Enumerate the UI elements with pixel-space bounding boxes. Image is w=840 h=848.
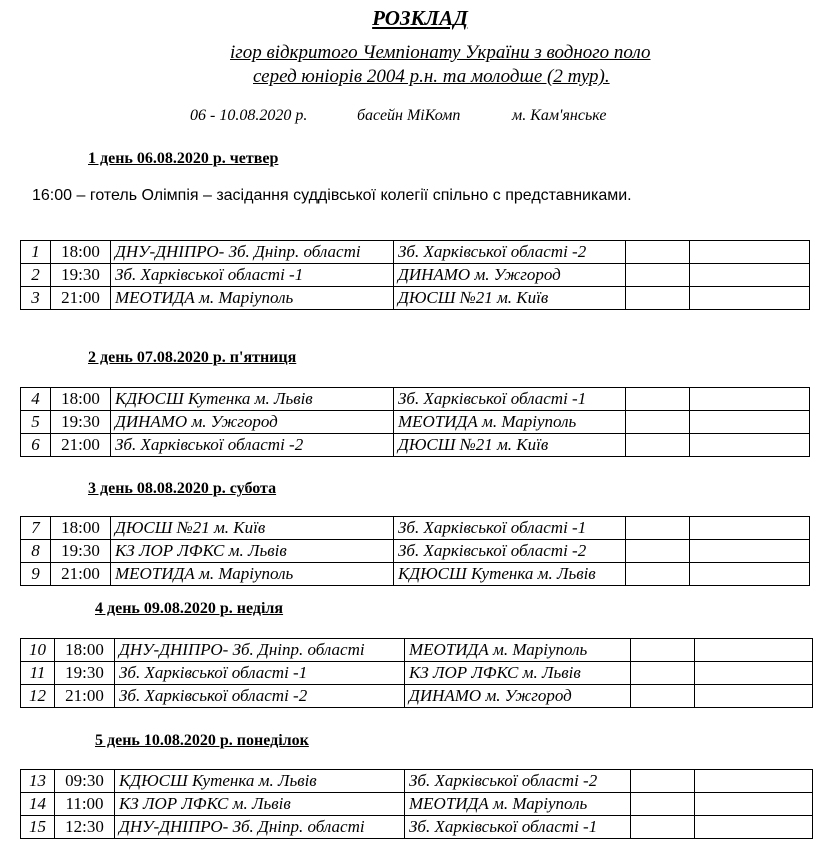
team-home: КЗ ЛОР ЛФКС м. Львів: [115, 793, 405, 816]
game-number: 5: [21, 411, 51, 434]
game-time: 21:00: [55, 685, 115, 708]
note-cell: [695, 639, 813, 662]
game-time: 18:00: [51, 241, 111, 264]
team-home: КЗ ЛОР ЛФКС м. Львів: [111, 540, 394, 563]
note-cell: [695, 662, 813, 685]
day-4-heading: 4 день 09.08.2020 р. неділя: [95, 600, 284, 617]
score-cell: [626, 434, 690, 457]
team-away: Зб. Харківської області -1: [405, 816, 631, 839]
day-1-note: 16:00 – готель Олімпія – засідання суддівської колегії спільно с представниками.: [32, 187, 632, 204]
game-number: 9: [21, 563, 51, 586]
table-row: [21, 563, 810, 586]
pool-label: басейн МіКомп: [357, 107, 461, 124]
game-number: 7: [21, 517, 51, 540]
day-4-schedule-table: [20, 638, 813, 708]
table-row: [21, 540, 810, 563]
team-home: Зб. Харківської області -2: [115, 685, 405, 708]
game-number: 13: [21, 770, 55, 793]
game-time: 19:30: [55, 662, 115, 685]
note-cell: [690, 264, 810, 287]
note-cell: [690, 517, 810, 540]
day-1-heading: 1 день 06.08.2020 р. четвер: [88, 150, 279, 167]
team-home: Зб. Харківської області -1: [111, 264, 394, 287]
table-row: [21, 411, 810, 434]
team-away: ДЮСШ №21 м. Київ: [394, 287, 626, 310]
table-row: [21, 662, 813, 685]
team-home: ДНУ-ДНІПРО- Зб. Дніпр. області: [115, 639, 405, 662]
team-home: ДНУ-ДНІПРО- Зб. Дніпр. області: [111, 241, 394, 264]
table-row: [21, 639, 813, 662]
team-away: МЕОТИДА м. Маріуполь: [405, 639, 631, 662]
game-time: 09:30: [55, 770, 115, 793]
team-away: Зб. Харківської області -2: [405, 770, 631, 793]
team-away: ДИНАМО м. Ужгород: [405, 685, 631, 708]
team-away: МЕОТИДА м. Маріуполь: [394, 411, 626, 434]
game-time: 19:30: [51, 540, 111, 563]
score-cell: [631, 770, 695, 793]
team-home: ДЮСШ №21 м. Київ: [111, 517, 394, 540]
score-cell: [631, 662, 695, 685]
team-away: ДИНАМО м. Ужгород: [394, 264, 626, 287]
day-1-schedule-table: [20, 240, 810, 310]
score-cell: [626, 517, 690, 540]
team-away: Зб. Харківської області -2: [394, 540, 626, 563]
game-number: 10: [21, 639, 55, 662]
score-cell: [631, 793, 695, 816]
game-number: 15: [21, 816, 55, 839]
note-cell: [695, 816, 813, 839]
score-cell: [626, 388, 690, 411]
dates-label: 06 - 10.08.2020 р.: [190, 107, 308, 124]
table-row: [21, 241, 810, 264]
table-row: [21, 264, 810, 287]
team-away: КЗ ЛОР ЛФКС м. Львів: [405, 662, 631, 685]
city-label: м. Кам'янське: [512, 107, 607, 124]
game-time: 21:00: [51, 434, 111, 457]
note-cell: [690, 388, 810, 411]
note-cell: [690, 434, 810, 457]
table-row: [21, 388, 810, 411]
day-2-heading: 2 день 07.08.2020 р. п'ятниця: [88, 349, 297, 366]
score-cell: [626, 264, 690, 287]
table-row: [21, 287, 810, 310]
table-row: [21, 517, 810, 540]
team-home: Зб. Харківської області -1: [115, 662, 405, 685]
game-time: 11:00: [55, 793, 115, 816]
game-number: 2: [21, 264, 51, 287]
day-2-schedule-table: [20, 387, 810, 457]
game-time: 21:00: [51, 287, 111, 310]
game-number: 6: [21, 434, 51, 457]
game-number: 11: [21, 662, 55, 685]
team-home: КДЮСШ Кутенка м. Львів: [111, 388, 394, 411]
table-row: [21, 434, 810, 457]
score-cell: [626, 563, 690, 586]
team-away: КДЮСШ Кутенка м. Львів: [394, 563, 626, 586]
team-home: Зб. Харківської області -2: [111, 434, 394, 457]
game-time: 21:00: [51, 563, 111, 586]
subtitle-line-1: ігор відкритого Чемпіонату України з водного поло: [230, 42, 651, 63]
team-home: ДНУ-ДНІПРО- Зб. Дніпр. області: [115, 816, 405, 839]
table-row: [21, 793, 813, 816]
game-number: 8: [21, 540, 51, 563]
day-5-schedule-table: [20, 769, 813, 839]
team-home: КДЮСШ Кутенка м. Львів: [115, 770, 405, 793]
table-row: [21, 816, 813, 839]
note-cell: [690, 287, 810, 310]
day-3-heading: 3 день 08.08.2020 р. субота: [88, 480, 277, 497]
game-number: 4: [21, 388, 51, 411]
score-cell: [626, 287, 690, 310]
page-title: РОЗКЛАД: [372, 6, 468, 30]
game-time: 18:00: [51, 388, 111, 411]
note-cell: [695, 770, 813, 793]
note-cell: [695, 685, 813, 708]
score-cell: [631, 685, 695, 708]
team-away: ДЮСШ №21 м. Київ: [394, 434, 626, 457]
note-cell: [690, 411, 810, 434]
score-cell: [626, 540, 690, 563]
day-3-schedule-table: [20, 516, 810, 586]
game-number: 1: [21, 241, 51, 264]
game-time: 19:30: [51, 264, 111, 287]
score-cell: [631, 816, 695, 839]
note-cell: [695, 793, 813, 816]
day-5-heading: 5 день 10.08.2020 р. понеділок: [95, 732, 309, 749]
team-away: МЕОТИДА м. Маріуполь: [405, 793, 631, 816]
game-number: 3: [21, 287, 51, 310]
subtitle-line-2: серед юніорів 2004 р.н. та молодше (2 тур).: [253, 66, 610, 87]
score-cell: [631, 639, 695, 662]
score-cell: [626, 241, 690, 264]
game-time: 19:30: [51, 411, 111, 434]
game-time: 12:30: [55, 816, 115, 839]
team-away: Зб. Харківської області -1: [394, 388, 626, 411]
score-cell: [626, 411, 690, 434]
team-away: Зб. Харківської області -1: [394, 517, 626, 540]
table-row: [21, 685, 813, 708]
game-time: 18:00: [51, 517, 111, 540]
team-home: ДИНАМО м. Ужгород: [111, 411, 394, 434]
table-row: [21, 770, 813, 793]
game-number: 12: [21, 685, 55, 708]
game-number: 14: [21, 793, 55, 816]
team-away: Зб. Харківської області -2: [394, 241, 626, 264]
game-time: 18:00: [55, 639, 115, 662]
note-cell: [690, 241, 810, 264]
team-home: МЕОТИДА м. Маріуполь: [111, 563, 394, 586]
note-cell: [690, 563, 810, 586]
note-cell: [690, 540, 810, 563]
team-home: МЕОТИДА м. Маріуполь: [111, 287, 394, 310]
